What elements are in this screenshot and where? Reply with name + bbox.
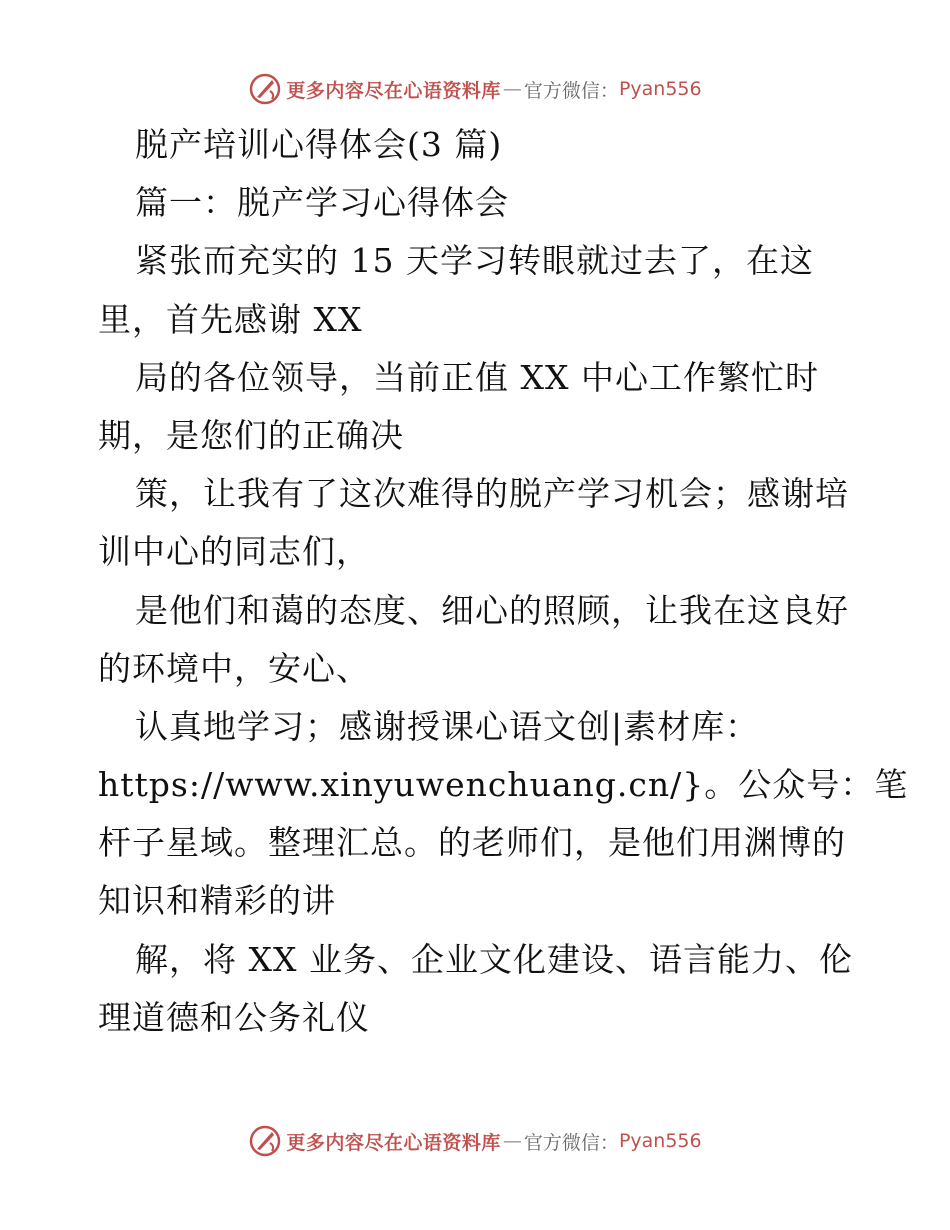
text-line: 解，将 XX 业务、企业文化建设、语言能力、伦 <box>135 939 853 979</box>
text-line: 的环境中，安心、 <box>98 648 370 688</box>
banner-dash: — <box>502 1130 522 1152</box>
text-line: 局的各位领导，当前正值 XX 中心工作繁忙时 <box>135 357 819 397</box>
text-line: 知识和精彩的讲 <box>98 881 336 921</box>
document-body <box>98 116 909 1047</box>
text-line: 紧张而充实的 15 天学习转眼就过去了，在这 <box>135 241 814 281</box>
text-line: 里，首先感谢 XX <box>98 299 363 339</box>
banner-sub-text: 官方微信： <box>523 79 619 102</box>
text-line: 是他们和蔼的态度、细心的照顾，让我在这良好 <box>135 590 849 630</box>
banner-wechat-id: Pyan556 <box>618 1130 702 1152</box>
text-line: 认真地学习；感谢授课心语文创|素材库： <box>135 706 760 746</box>
text-line: 篇一：脱产学习心得体会 <box>135 183 509 223</box>
text-line: 杆子星域。整理汇总。的老师们，是他们用渊博的 <box>98 823 846 863</box>
text-line: https://www.xinyuwenchuang.cn/}。公众号：笔 <box>98 765 909 805</box>
text-line: 训中心的同志们， <box>98 532 370 572</box>
text-line: 期，是您们的正确决 <box>98 415 404 455</box>
text-line: 理道德和公务礼仪 <box>98 997 370 1037</box>
banner-main-text: 更多内容尽在心语资料库 <box>286 1131 501 1154</box>
banner-sub-text: 官方微信： <box>523 1131 619 1154</box>
text-line: 脱产培训心得体会(3 篇) <box>135 125 503 164</box>
quill-logo-icon <box>248 1124 282 1158</box>
quill-logo-icon <box>248 72 282 106</box>
footer-banner <box>0 1124 950 1158</box>
banner-main-text: 更多内容尽在心语资料库 <box>286 79 501 102</box>
text-line: 策，让我有了这次难得的脱产学习机会；感谢培 <box>135 474 849 514</box>
banner-wechat-id: Pyan556 <box>618 78 702 100</box>
header-banner <box>0 72 950 106</box>
banner-dash: — <box>502 78 522 100</box>
